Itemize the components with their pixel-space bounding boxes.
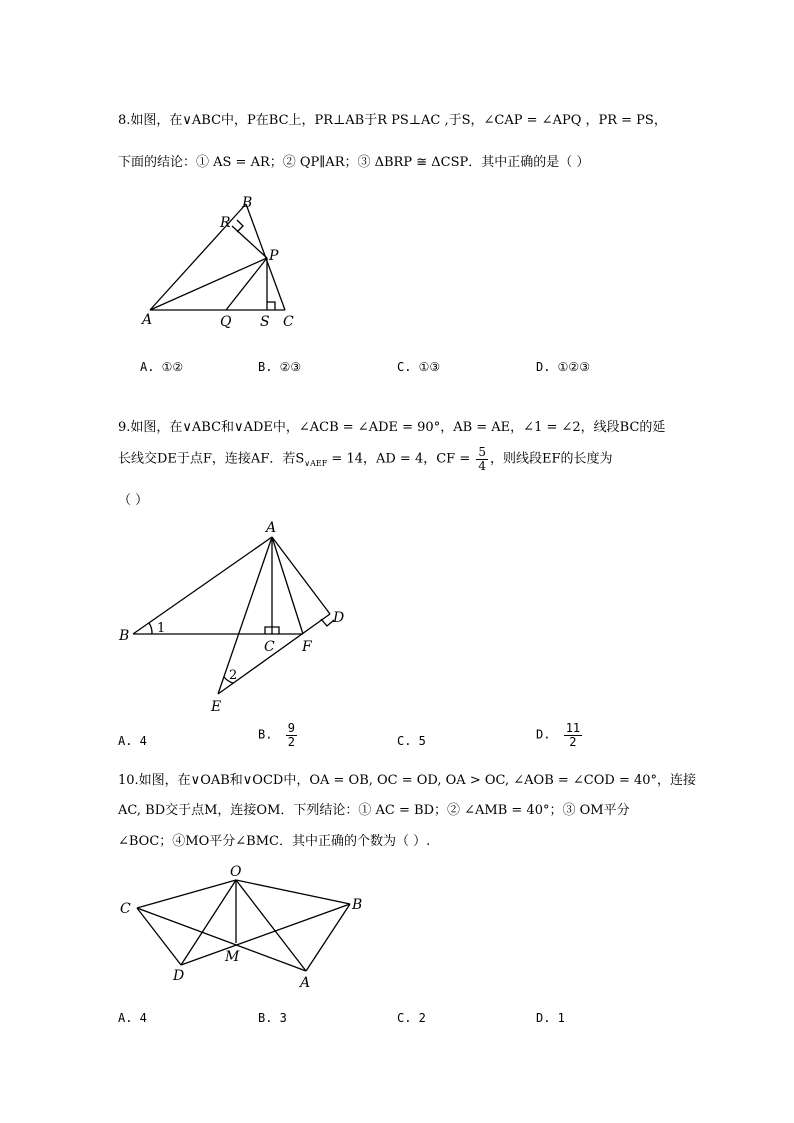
q10-stem-line2: AC, BD交于点M，连接OM．下列结论：① AC = BD；② ∠AMB = 40°；③ OM平分 bbox=[118, 803, 630, 818]
q8-label-B: B bbox=[242, 195, 253, 211]
q8-stem-line1: 8.如图，在∨ABC中，P在BC上，PR⊥AB于R PS⊥AC ,于S，∠CAP = ∠APQ ，PR = PS， bbox=[118, 113, 667, 128]
q8-figure bbox=[130, 190, 310, 340]
q9-label-angle2: 2 bbox=[229, 668, 238, 683]
q9-label-A: A bbox=[266, 520, 277, 536]
q9-option-b-numerator: 9 bbox=[287, 721, 295, 735]
q9-option-c[interactable]: C. 5 bbox=[397, 734, 426, 748]
q9-option-d[interactable] bbox=[536, 722, 584, 748]
q9-cf-denominator: 4 bbox=[478, 458, 486, 473]
q10-option-b[interactable]: B. 3 bbox=[258, 1011, 287, 1025]
q10-label-B: B bbox=[352, 897, 363, 913]
q8-label-P: P bbox=[269, 248, 279, 264]
q8-option-c[interactable]: C. ①③ bbox=[397, 360, 441, 374]
q10-option-c[interactable]: C. 2 bbox=[397, 1011, 426, 1025]
q10-option-d[interactable]: D. 1 bbox=[536, 1011, 565, 1025]
q9-label-F: F bbox=[302, 639, 312, 655]
q9-label-D: D bbox=[333, 610, 345, 626]
q10-label-A: A bbox=[300, 975, 311, 991]
q9-option-a[interactable]: A. 4 bbox=[118, 734, 147, 748]
q8-options bbox=[118, 360, 678, 378]
q9-option-b-prefix: B. bbox=[258, 727, 273, 742]
q9-label-B: B bbox=[119, 628, 130, 644]
q9-label-E: E bbox=[211, 699, 222, 715]
q9-stem-line2-pre: 长线交DE于点F，连接AF．若S bbox=[118, 451, 305, 467]
q10-stem-line3: ∠BOC；④MO平分∠BMC．其中正确的个数为（ ）. bbox=[118, 834, 431, 849]
q8-label-A: A bbox=[142, 312, 153, 328]
q9-option-b-denominator: 2 bbox=[287, 734, 295, 749]
q9-stem-line2 bbox=[118, 446, 613, 472]
q9-cf-numerator: 5 bbox=[478, 445, 486, 459]
q8-label-R: R bbox=[220, 215, 231, 231]
q9-option-b[interactable] bbox=[258, 722, 299, 748]
q9-option-b-fraction bbox=[286, 722, 297, 748]
q10-stem-line1: 10.如图，在∨OAB和∨OCD中，OA = OB, OC = OD, OA > OC, ∠AOB = ∠COD = 40°，连接 bbox=[118, 773, 697, 788]
q9-stem-line2-post: ，则线段EF的长度为 bbox=[490, 451, 613, 467]
q10-figure bbox=[110, 860, 380, 1000]
q9-stem-line3: （ ） bbox=[118, 493, 149, 508]
q9-stem-line1: 9.如图，在∨ABC和∨ADE中，∠ACB = ∠ADE = 90°，AB = AE，∠1 = ∠2，线段BC的延 bbox=[118, 420, 666, 435]
q9-label-C: C bbox=[264, 639, 275, 655]
q9-cf-fraction bbox=[476, 446, 488, 472]
q8-stem-line2: 下面的结论：① AS = AR；② QP∥AR；③ ΔBRP ≅ ΔCSP．其中正确的是（ ） bbox=[118, 155, 590, 170]
q8-label-S: S bbox=[260, 314, 270, 330]
q8-label-C: C bbox=[283, 314, 294, 330]
q8-option-a[interactable]: A. ①② bbox=[140, 360, 184, 374]
q9-option-d-denominator: 2 bbox=[569, 734, 577, 749]
q10-label-D: D bbox=[173, 968, 185, 984]
q10-label-O: O bbox=[230, 864, 242, 880]
q9-area-subscript: ∨AEF bbox=[304, 459, 328, 469]
q9-options bbox=[118, 722, 678, 762]
q9-option-d-numerator: 11 bbox=[565, 721, 581, 735]
q10-label-M: M bbox=[225, 949, 240, 965]
q8-option-b[interactable]: B. ②③ bbox=[258, 360, 302, 374]
q8-label-Q: Q bbox=[220, 314, 232, 330]
q10-label-C: C bbox=[120, 901, 131, 917]
q10-option-a[interactable]: A. 4 bbox=[118, 1011, 147, 1025]
q9-label-angle1: 1 bbox=[157, 621, 166, 636]
q9-stem-line2-mid: = 14，AD = 4，CF = bbox=[327, 451, 475, 467]
q9-figure bbox=[115, 515, 355, 715]
q9-option-d-prefix: D. bbox=[536, 727, 551, 742]
q10-options bbox=[118, 1011, 678, 1029]
q8-option-d[interactable]: D. ①②③ bbox=[536, 360, 590, 374]
q9-option-d-fraction bbox=[564, 722, 582, 748]
